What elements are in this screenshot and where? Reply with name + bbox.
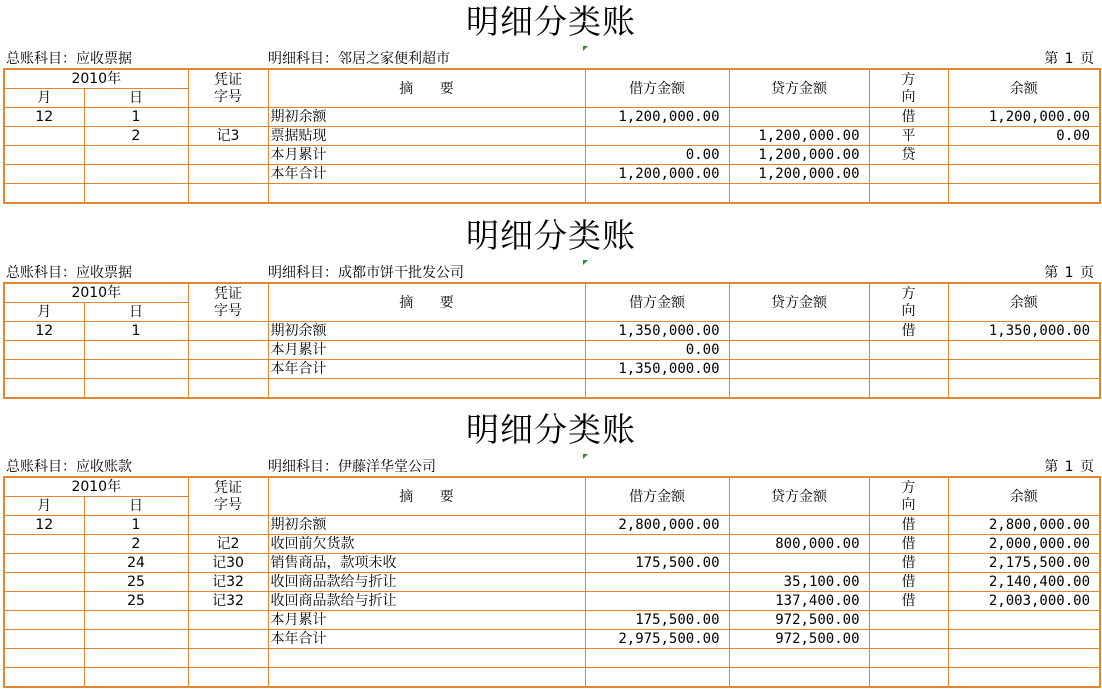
cell-balance	[948, 341, 1100, 360]
cell-voucher: 记2	[188, 535, 268, 554]
cell-balance: 2,175,500.00	[948, 554, 1100, 573]
general-account-label: 总账科目：应收票据	[6, 51, 132, 67]
cell-summary	[268, 649, 585, 668]
cell-month	[4, 630, 84, 649]
table-row	[4, 379, 1100, 399]
cell-voucher	[188, 649, 268, 668]
cell-debit: 2,800,000.00	[585, 516, 729, 535]
cell-credit: 1,200,000.00	[729, 146, 869, 165]
header-year: 2010年	[4, 477, 188, 497]
cell-balance: 0.00	[948, 127, 1100, 146]
cell-direction: 借	[869, 516, 948, 535]
header-direction: 方 向	[869, 69, 948, 108]
cell-debit	[585, 535, 729, 554]
header-voucher: 凭证 字号	[188, 477, 268, 516]
header-month: 月	[4, 497, 84, 516]
cell-voucher	[188, 341, 268, 360]
cell-month	[4, 379, 84, 399]
header-direction: 方 向	[869, 477, 948, 516]
cell-debit: 0.00	[585, 146, 729, 165]
cell-voucher: 记32	[188, 592, 268, 611]
cell-credit	[729, 341, 869, 360]
cell-balance: 2,800,000.00	[948, 516, 1100, 535]
cell-month	[4, 573, 84, 592]
cell-month	[4, 184, 84, 204]
cell-credit	[729, 379, 869, 399]
table-row	[4, 535, 1100, 554]
cell-debit: 175,500.00	[585, 611, 729, 630]
cell-voucher	[188, 165, 268, 184]
general-account-label: 总账科目：应收票据	[6, 265, 132, 281]
cell-credit: 972,500.00	[729, 630, 869, 649]
cell-summary: 本年合计	[268, 630, 585, 649]
cell-month	[4, 146, 84, 165]
ledger-title-text: 明细分类账	[466, 410, 636, 449]
cell-balance: 2,003,000.00	[948, 592, 1100, 611]
table-header-row	[4, 283, 1100, 303]
ledger-table	[3, 68, 1101, 204]
cell-direction: 平	[869, 127, 948, 146]
cell-summary: 期初余额	[268, 108, 585, 127]
cell-credit	[729, 184, 869, 204]
cell-summary: 期初余额	[268, 322, 585, 341]
cell-debit: 0.00	[585, 341, 729, 360]
cell-voucher	[188, 322, 268, 341]
cell-balance: 1,350,000.00	[948, 322, 1100, 341]
ledger-title-text: 明细分类账	[466, 2, 636, 41]
table-row	[4, 341, 1100, 360]
cell-debit: 1,200,000.00	[585, 165, 729, 184]
cell-credit	[729, 516, 869, 535]
cell-summary	[268, 184, 585, 204]
cell-balance: 2,000,000.00	[948, 535, 1100, 554]
header-month: 月	[4, 89, 84, 108]
cell-debit	[585, 649, 729, 668]
ledger-table	[3, 476, 1101, 688]
header-summary: 摘 要	[268, 283, 585, 322]
cell-balance: 1,200,000.00	[948, 108, 1100, 127]
account-info-row	[0, 264, 1102, 282]
cell-day	[84, 360, 188, 379]
account-info-row	[0, 50, 1102, 68]
cell-direction	[869, 668, 948, 688]
cell-debit	[585, 184, 729, 204]
cell-month	[4, 554, 84, 573]
header-day: 日	[84, 89, 188, 108]
cell-debit	[585, 573, 729, 592]
table-row	[4, 146, 1100, 165]
cell-balance	[948, 184, 1100, 204]
cell-day: 1	[84, 108, 188, 127]
cell-day	[84, 668, 188, 688]
cell-direction: 借	[869, 108, 948, 127]
table-row	[4, 165, 1100, 184]
cell-debit: 1,200,000.00	[585, 108, 729, 127]
cell-voucher	[188, 630, 268, 649]
detail-account-label: 明细科目：成都市饼干批发公司	[268, 265, 464, 281]
ledger-title	[0, 410, 1102, 450]
table-header-row	[4, 477, 1100, 497]
header-credit: 贷方金额	[729, 283, 869, 322]
cell-voucher	[188, 184, 268, 204]
cell-debit	[585, 379, 729, 399]
cell-month	[4, 360, 84, 379]
cell-direction	[869, 379, 948, 399]
account-info-row	[0, 458, 1102, 476]
header-summary: 摘 要	[268, 69, 585, 108]
cell-day: 24	[84, 554, 188, 573]
cell-balance	[948, 165, 1100, 184]
cell-direction	[869, 649, 948, 668]
cell-credit: 35,100.00	[729, 573, 869, 592]
table-row	[4, 668, 1100, 688]
cell-direction: 借	[869, 554, 948, 573]
cell-day	[84, 630, 188, 649]
header-day: 日	[84, 497, 188, 516]
cell-credit: 137,400.00	[729, 592, 869, 611]
cell-voucher	[188, 379, 268, 399]
cell-day	[84, 341, 188, 360]
ledger-title	[0, 2, 1102, 42]
cell-summary: 收回商品款给与折让	[268, 592, 585, 611]
cell-voucher: 记3	[188, 127, 268, 146]
cell-direction	[869, 184, 948, 204]
cell-debit: 175,500.00	[585, 554, 729, 573]
cell-credit	[729, 322, 869, 341]
cell-month	[4, 341, 84, 360]
cell-month	[4, 649, 84, 668]
cell-direction	[869, 341, 948, 360]
cell-voucher	[188, 668, 268, 688]
table-row	[4, 573, 1100, 592]
cell-summary: 本月累计	[268, 611, 585, 630]
cell-day: 1	[84, 322, 188, 341]
cell-summary	[268, 379, 585, 399]
cell-direction	[869, 611, 948, 630]
table-row	[4, 592, 1100, 611]
header-credit: 贷方金额	[729, 69, 869, 108]
cell-direction: 借	[869, 573, 948, 592]
cell-balance	[948, 360, 1100, 379]
cell-voucher	[188, 146, 268, 165]
ledger-title-text: 明细分类账	[466, 216, 636, 255]
cell-day: 25	[84, 573, 188, 592]
cell-direction	[869, 630, 948, 649]
cell-month	[4, 592, 84, 611]
cell-day	[84, 165, 188, 184]
cell-debit	[585, 592, 729, 611]
cell-summary: 本年合计	[268, 165, 585, 184]
ledger-title	[0, 216, 1102, 256]
cell-summary	[268, 668, 585, 688]
table-row	[4, 649, 1100, 668]
cell-day	[84, 379, 188, 399]
cell-credit	[729, 668, 869, 688]
cell-day	[84, 184, 188, 204]
cell-day: 25	[84, 592, 188, 611]
cell-balance	[948, 379, 1100, 399]
table-row	[4, 360, 1100, 379]
page-number: 第 1 页	[1044, 459, 1094, 475]
cell-credit	[729, 108, 869, 127]
cell-voucher	[188, 611, 268, 630]
cell-direction: 借	[869, 592, 948, 611]
header-month: 月	[4, 303, 84, 322]
cell-direction: 贷	[869, 146, 948, 165]
table-row	[4, 611, 1100, 630]
cell-balance	[948, 630, 1100, 649]
general-account-label: 总账科目：应收账款	[6, 459, 132, 475]
cell-voucher	[188, 516, 268, 535]
page-number: 第 1 页	[1044, 51, 1094, 67]
header-credit: 贷方金额	[729, 477, 869, 516]
cell-balance	[948, 146, 1100, 165]
cell-direction: 借	[869, 322, 948, 341]
cell-direction	[869, 360, 948, 379]
cell-debit: 1,350,000.00	[585, 322, 729, 341]
header-balance: 余额	[948, 69, 1100, 108]
cell-day	[84, 146, 188, 165]
cell-month	[4, 611, 84, 630]
cell-month: 12	[4, 516, 84, 535]
table-header-row	[4, 69, 1100, 89]
detail-account-label: 明细科目：伊藤洋华堂公司	[268, 459, 436, 475]
cell-day	[84, 649, 188, 668]
cell-day: 2	[84, 535, 188, 554]
table-row	[4, 108, 1100, 127]
header-balance: 余额	[948, 477, 1100, 516]
cell-month	[4, 535, 84, 554]
header-voucher: 凭证 字号	[188, 69, 268, 108]
cell-month: 12	[4, 108, 84, 127]
header-debit: 借方金额	[585, 477, 729, 516]
cell-day	[84, 611, 188, 630]
table-row	[4, 630, 1100, 649]
header-debit: 借方金额	[585, 69, 729, 108]
cell-summary: 期初余额	[268, 516, 585, 535]
cell-summary: 本年合计	[268, 360, 585, 379]
detail-account-label: 明细科目：邻居之家便利超市	[268, 51, 450, 67]
cell-credit: 800,000.00	[729, 535, 869, 554]
header-day: 日	[84, 303, 188, 322]
cell-direction	[869, 165, 948, 184]
cell-balance	[948, 611, 1100, 630]
cell-month	[4, 165, 84, 184]
cell-direction: 借	[869, 535, 948, 554]
cell-summary: 票据贴现	[268, 127, 585, 146]
cell-credit	[729, 554, 869, 573]
header-balance: 余额	[948, 283, 1100, 322]
cell-month: 12	[4, 322, 84, 341]
cell-month	[4, 127, 84, 146]
cell-debit: 2,975,500.00	[585, 630, 729, 649]
cell-voucher	[188, 360, 268, 379]
header-debit: 借方金额	[585, 283, 729, 322]
cell-day: 2	[84, 127, 188, 146]
cell-debit: 1,350,000.00	[585, 360, 729, 379]
cell-balance: 2,140,400.00	[948, 573, 1100, 592]
table-row	[4, 516, 1100, 535]
cell-debit	[585, 127, 729, 146]
page-number: 第 1 页	[1044, 265, 1094, 281]
cell-balance	[948, 668, 1100, 688]
cell-debit	[585, 668, 729, 688]
ledger-table	[3, 282, 1101, 399]
cell-comment-marker	[583, 454, 588, 459]
cell-day: 1	[84, 516, 188, 535]
header-direction: 方 向	[869, 283, 948, 322]
cell-comment-marker	[583, 46, 588, 51]
cell-summary: 本月累计	[268, 146, 585, 165]
cell-credit	[729, 360, 869, 379]
header-year: 2010年	[4, 69, 188, 89]
header-voucher: 凭证 字号	[188, 283, 268, 322]
table-row	[4, 554, 1100, 573]
table-row	[4, 184, 1100, 204]
cell-voucher: 记32	[188, 573, 268, 592]
cell-summary: 本月累计	[268, 341, 585, 360]
cell-voucher	[188, 108, 268, 127]
cell-summary: 收回商品款给与折让	[268, 573, 585, 592]
cell-month	[4, 668, 84, 688]
cell-credit: 972,500.00	[729, 611, 869, 630]
cell-summary: 收回前欠货款	[268, 535, 585, 554]
cell-balance	[948, 649, 1100, 668]
cell-voucher: 记30	[188, 554, 268, 573]
header-year: 2010年	[4, 283, 188, 303]
cell-credit: 1,200,000.00	[729, 165, 869, 184]
header-summary: 摘 要	[268, 477, 585, 516]
cell-comment-marker	[583, 260, 588, 265]
table-row	[4, 322, 1100, 341]
cell-summary: 销售商品，款项未收	[268, 554, 585, 573]
cell-credit: 1,200,000.00	[729, 127, 869, 146]
cell-credit	[729, 649, 869, 668]
table-row	[4, 127, 1100, 146]
